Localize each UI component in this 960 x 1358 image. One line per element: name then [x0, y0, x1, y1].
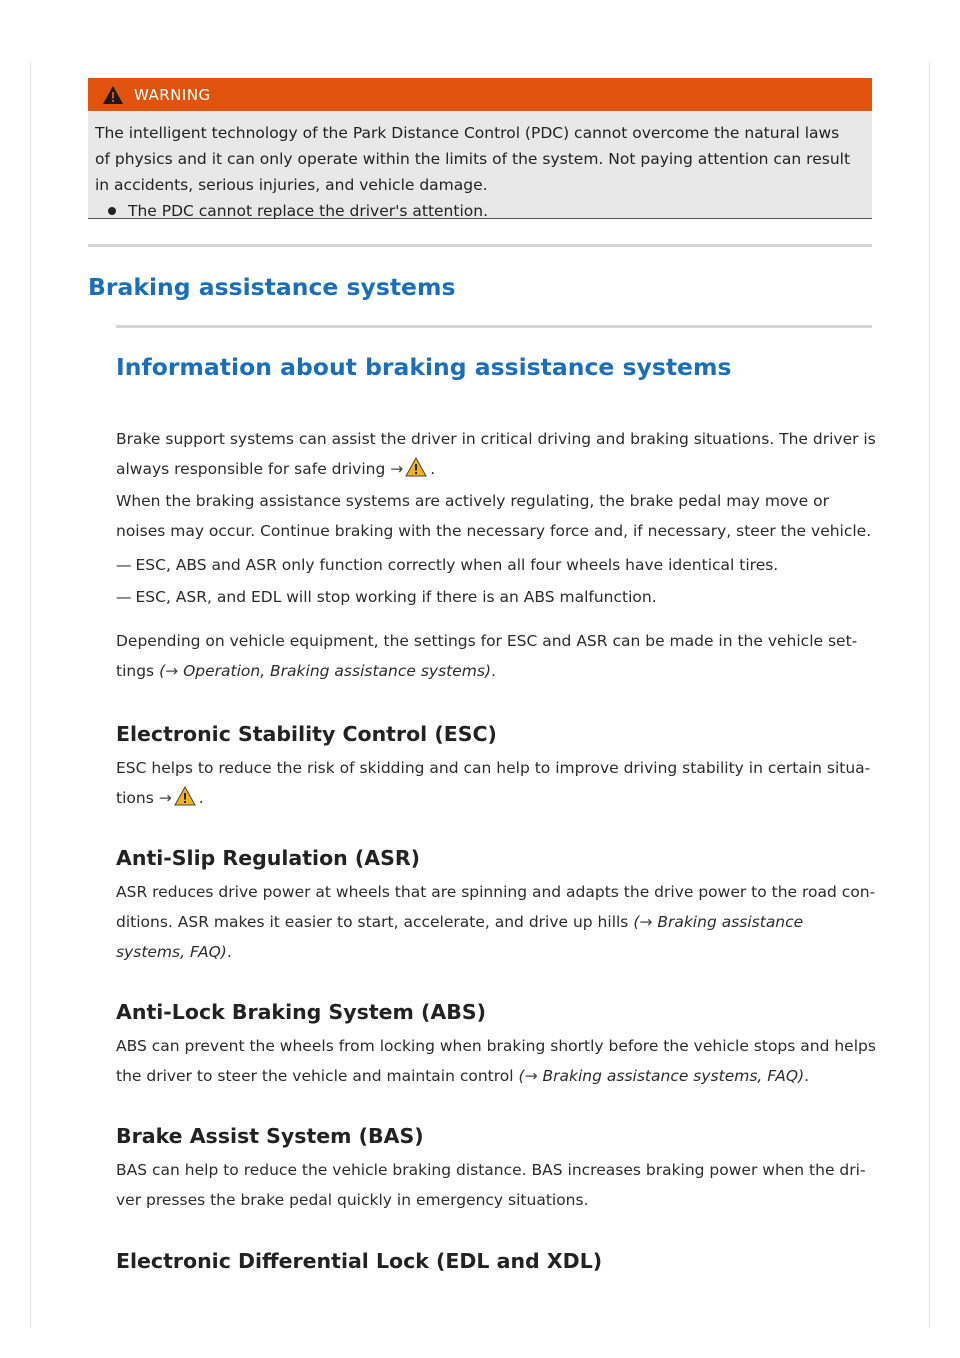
warning-triangle-icon — [102, 85, 124, 105]
dash-marker: — — [116, 556, 132, 574]
esc-heading: Electronic Stability Control (ESC) — [116, 722, 497, 746]
bullet-dot-icon — [108, 207, 116, 215]
esc-paragraph: ESC helps to reduce the risk of skidding and can help to improve driving stability in certain situa-tions → . — [116, 753, 876, 813]
page-border-right — [929, 62, 930, 1328]
arrow-right-icon: → — [524, 1067, 538, 1085]
arrow-right-icon: → — [158, 789, 172, 807]
settings-reference[interactable]: (→ Operation, Braking assistance systems) — [159, 662, 491, 680]
subsection-title: Information about braking assistance systems — [116, 353, 732, 381]
divider — [116, 325, 872, 328]
settings-paragraph: Depending on vehicle equipment, the settings for ESC and ASR can be made in the vehicle set-tings (→ Operation, Braking assistance systems). — [116, 626, 876, 686]
warning-body — [88, 111, 872, 224]
bas-heading: Brake Assist System (BAS) — [116, 1124, 424, 1148]
warning-triangle-icon[interactable] — [174, 786, 196, 806]
esc-text: ESC helps to reduce the risk of skidding and can help to improve driving stability in certain situa-tions — [116, 759, 871, 807]
regulating-paragraph: When the braking assistance systems are actively regulating, the brake pedal may move or noises may occur. Continue braking with the necessary force and, if necessary, steer the vehicle. — [116, 492, 872, 540]
arrow-right-icon: → — [390, 460, 404, 478]
bas-paragraph: BAS can help to reduce the vehicle braking distance. BAS increases braking power when the dri-ver presses the brake pedal quickly in emergency situations. — [116, 1161, 866, 1209]
asr-heading: Anti-Slip Regulation (ASR) — [116, 846, 421, 870]
asr-text: ASR reduces drive power at wheels that are spinning and adapts the drive power to the road con-ditions. ASR makes it easier to start, accelerate, and drive up hills — [116, 883, 876, 931]
list-item-text: ESC, ABS and ASR only function correctly when all four wheels have identical tires. — [135, 556, 779, 574]
warning-header — [88, 78, 872, 111]
warning-bullet-text: The PDC cannot replace the driver's attention. — [128, 202, 488, 220]
section-title: Braking assistance systems — [88, 273, 456, 301]
intro-paragraph: Brake support systems can assist the driver in critical driving and braking situations. The driver is always responsible for safe driving → . — [116, 424, 876, 484]
asr-reference[interactable]: (→ Braking assistance systems, FAQ) — [116, 913, 803, 961]
abs-reference[interactable]: (→ Braking assistance systems, FAQ) — [519, 1067, 805, 1085]
warning-box — [88, 78, 872, 219]
page-border-left — [30, 62, 31, 1328]
arrow-right-icon: → — [165, 662, 179, 680]
warning-bullet — [95, 198, 858, 224]
list-item — [116, 582, 876, 612]
warning-label: WARNING — [134, 85, 211, 104]
abs-reference-text: Braking assistance systems, FAQ — [542, 1067, 799, 1085]
list-item — [116, 550, 876, 580]
settings-text: Depending on vehicle equipment, the settings for ESC and ASR can be made in the vehicle set-tings — [116, 632, 858, 680]
divider — [88, 244, 872, 247]
dash-marker: — — [116, 588, 132, 606]
list-item-text: ESC, ASR, and EDL will stop working if there is an ABS malfunction. — [135, 588, 657, 606]
settings-reference-text: Operation, Braking assistance systems — [183, 662, 485, 680]
abs-paragraph: ABS can prevent the wheels from locking when braking shortly before the vehicle stops and helps the driver to steer the vehicle and maintain control (→ Braking assistance systems, FAQ). — [116, 1031, 876, 1091]
intro-text: Brake support systems can assist the driver in critical driving and braking situations. The driver is always responsible for safe driving — [116, 430, 876, 478]
abs-heading: Anti-Lock Braking System (ABS) — [116, 1000, 487, 1024]
warning-triangle-icon[interactable] — [405, 457, 427, 477]
asr-reference-text: Braking assistance systems, FAQ — [116, 913, 804, 961]
warning-text: The intelligent technology of the Park Distance Control (PDC) cannot overcome the natural laws of physics and it can only operate within the limits of the system. Not paying attention can result in accidents, serious injuries, and vehicle damage. — [95, 124, 851, 194]
abs-text: ABS can prevent the wheels from locking when braking shortly before the vehicle stops and helps the driver to steer the vehicle and maintain control — [116, 1037, 876, 1085]
asr-paragraph: ASR reduces drive power at wheels that are spinning and adapts the drive power to the road con-ditions. ASR makes it easier to start, accelerate, and drive up hills (→ Braking assistance systems, FAQ). — [116, 883, 876, 961]
edl-heading: Electronic Differential Lock (EDL and XDL) — [116, 1249, 603, 1273]
arrow-right-icon: → — [639, 913, 653, 931]
